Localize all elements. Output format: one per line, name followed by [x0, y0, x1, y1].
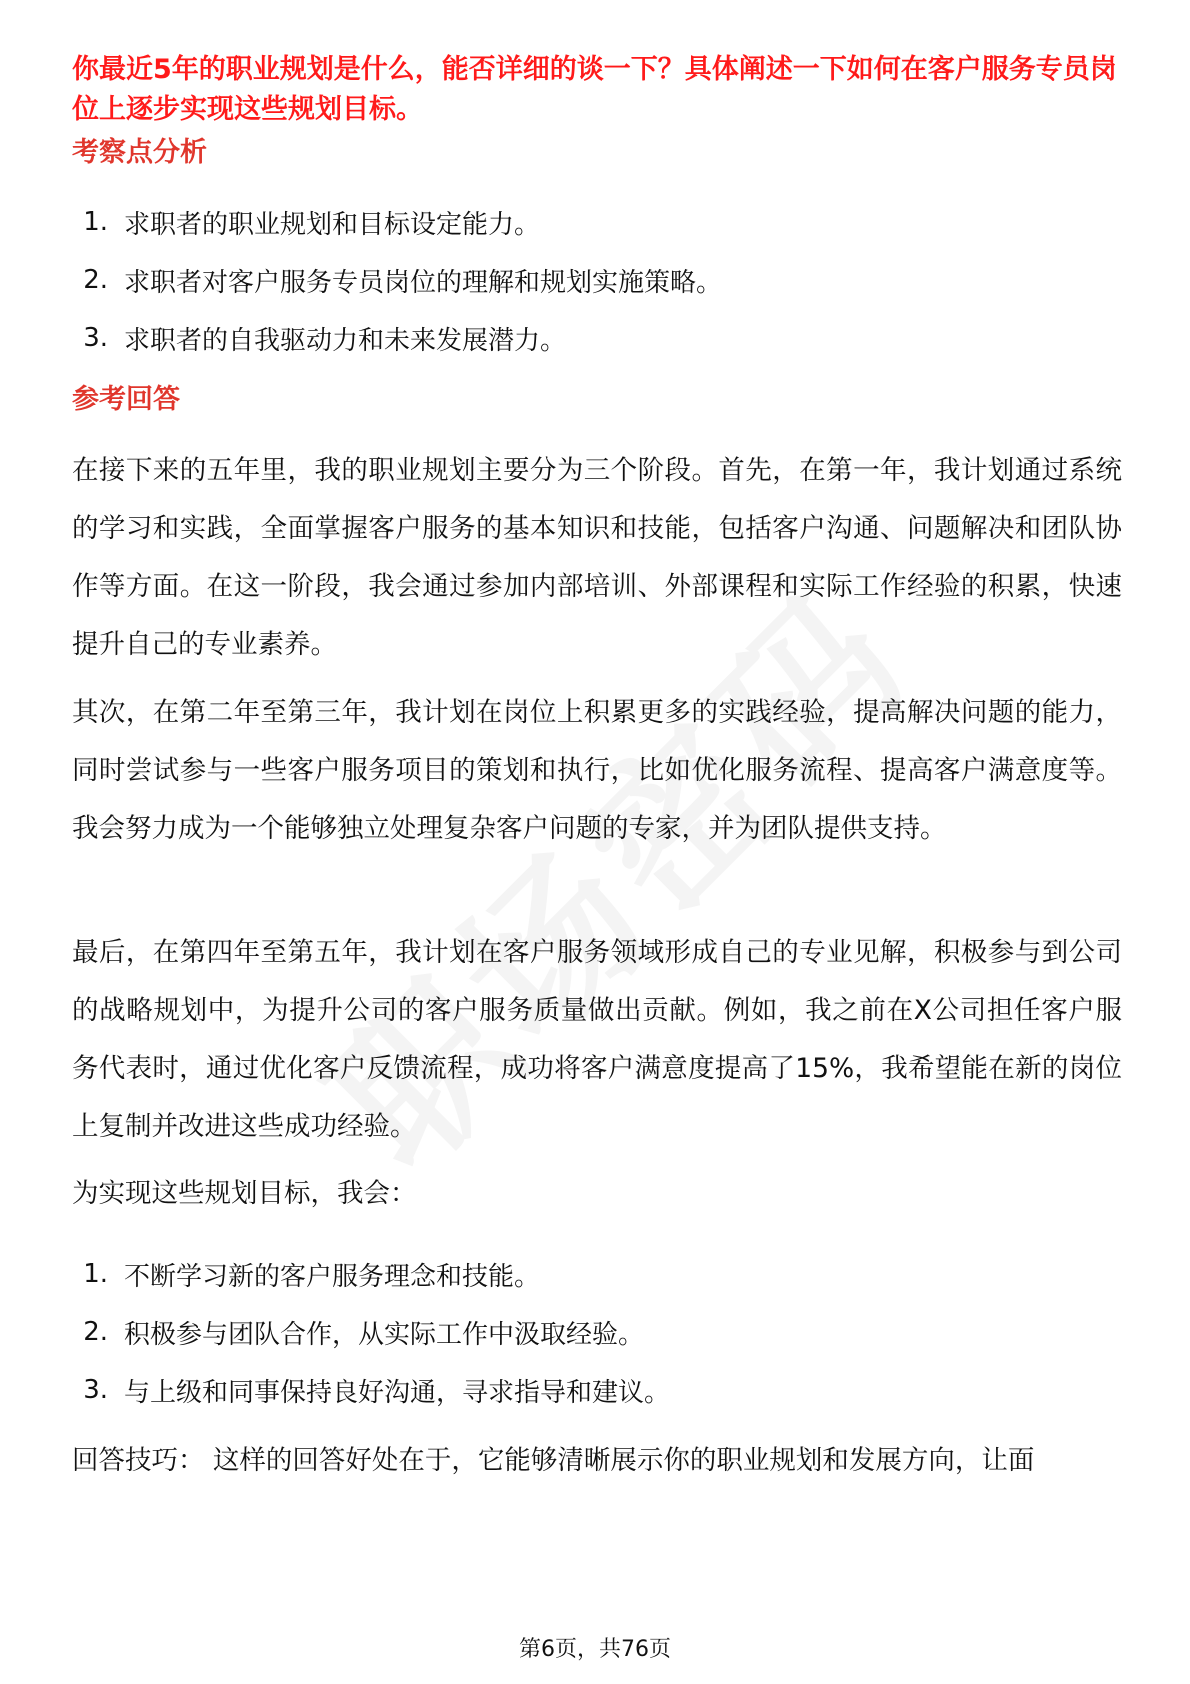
list-item	[72, 309, 1122, 367]
list-item	[72, 1303, 1122, 1361]
list-item-number: 2.	[83, 265, 108, 295]
list-item	[72, 1361, 1122, 1419]
list-item-number: 3.	[83, 1375, 108, 1405]
answer-title: 参考回答	[72, 384, 180, 415]
list-item-text: 与上级和同事保持良好沟通，寻求指导和建议。	[124, 1377, 671, 1408]
answer-tip: 回答技巧： 这样的回答好处在于，它能够清晰展示你的职业规划和发展方向，让面	[72, 1445, 1035, 1476]
list-item-number: 2.	[83, 1317, 108, 1347]
answer-paragraph: 在接下来的五年里，我的职业规划主要分为三个阶段。首先，在第一年，我计划通过系统的学习和实践，全面掌握客户服务的基本知识和技能，包括客户沟通、问题解决和团队协作等方面。在这一阶段，我会通过参加内部培训、外部课程和实际工作经验的积累，快速提升自己的专业素养。	[72, 455, 1122, 660]
list-item-number: 3.	[83, 323, 108, 353]
list-item-text: 求职者的自我驱动力和未来发展潜力。	[124, 325, 567, 356]
answer-paragraph: 为实现这些规划目标，我会：	[72, 1178, 417, 1209]
analysis-list	[72, 193, 1122, 367]
goals-list	[72, 1245, 1122, 1419]
list-item-text: 不断学习新的客户服务理念和技能。	[124, 1261, 541, 1292]
list-item	[72, 1245, 1122, 1303]
list-item-number: 1.	[83, 1259, 108, 1289]
list-item	[72, 251, 1122, 309]
list-item-number: 1.	[83, 207, 108, 237]
analysis-title: 考察点分析	[72, 137, 207, 168]
question-heading: 你最近5年的职业规划是什么，能否详细的谈一下？具体阐述一下如何在客户服务专员岗位上逐步实现这些规划目标。	[72, 54, 1117, 125]
list-item-text: 积极参与团队合作，从实际工作中汲取经验。	[124, 1319, 645, 1350]
list-item-text: 求职者的职业规划和目标设定能力。	[124, 209, 541, 240]
page-number: 第6页，共76页	[519, 1637, 671, 1662]
list-item	[72, 193, 1122, 251]
answer-paragraph: 最后，在第四年至第五年，我计划在客户服务领域形成自己的专业见解，积极参与到公司的战略规划中，为提升公司的客户服务质量做出贡献。例如，我之前在X公司担任客户服务代表时，通过优化客户反馈流程，成功将客户满意度提高了15%，我希望能在新的岗位上复制并改进这些成功经验。	[72, 937, 1122, 1142]
list-item-text: 求职者对客户服务专员岗位的理解和规划实施策略。	[124, 267, 723, 298]
answer-paragraph: 其次，在第二年至第三年，我计划在岗位上积累更多的实践经验，提高解决问题的能力，同时尝试参与一些客户服务项目的策划和执行，比如优化服务流程、提高客户满意度等。我会努力成为一个能够独立处理复杂客户问题的专家，并为团队提供支持。	[72, 697, 1122, 844]
